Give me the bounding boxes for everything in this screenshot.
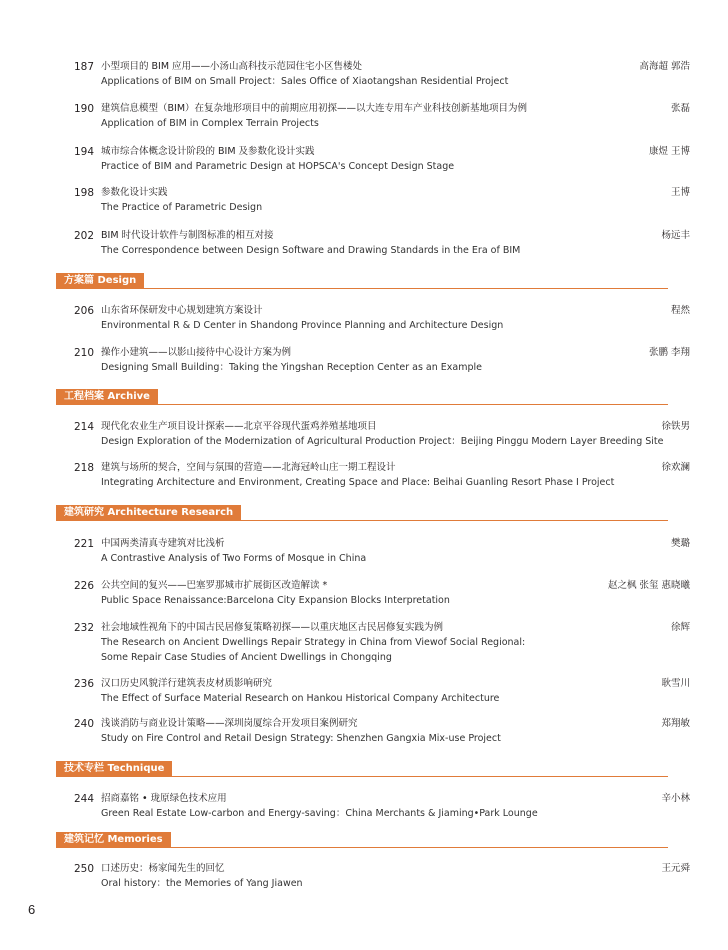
entry-page-number: 206 xyxy=(73,305,94,317)
section-divider xyxy=(56,847,668,848)
entry-page-number: 218 xyxy=(73,462,94,474)
entry-title-en: The Practice of Parametric Design xyxy=(101,202,263,213)
entry-title-en: Applications of BIM on Small Project：Sales Office of Xiaotangshan Residential Project xyxy=(101,76,509,87)
entry-title-zh: 山东省环保研发中心规划建筑方案设计 xyxy=(101,305,263,316)
entry-page-number: 236 xyxy=(73,678,94,690)
entry-author: 徐辉 xyxy=(670,622,690,633)
entry-title-en: Oral history：the Memories of Yang Jiawen xyxy=(101,878,303,889)
entry-title-en: Application of BIM in Complex Terrain Projects xyxy=(101,118,319,129)
entry-title-en: Integrating Architecture and Environment, Creating Space and Place: Beihai Guanling Resort Phase I Project xyxy=(101,477,615,488)
entry-title-en: Green Real Estate Low-carbon and Energy-saving：China Merchants & Jiaming•Park Lounge xyxy=(101,808,538,819)
entry-title-en: Practice of BIM and Parametric Design at HOPSCA's Concept Design Stage xyxy=(101,161,455,172)
entry-page-number: 226 xyxy=(73,580,94,592)
section-header-memories: 建筑记忆 Memories xyxy=(56,832,171,848)
entry-title-en: Some Repair Case Studies of Ancient Dwellings in Chongqing xyxy=(101,652,392,663)
entry-title-en: A Contrastive Analysis of Two Forms of Mosque in China xyxy=(101,553,367,564)
section-header-research: 建筑研究 Architecture Research xyxy=(56,505,241,521)
page-folio: 6 xyxy=(28,902,36,917)
entry-title-en: The Effect of Surface Material Research on Hankou Historical Company Architecture xyxy=(101,693,500,704)
section-divider xyxy=(56,288,668,289)
entry-title-zh: 城市综合体概念设计阶段的 BIM 及参数化设计实践 xyxy=(101,146,315,157)
entry-title-en: Public Space Renaissance:Barcelona City Expansion Blocks Interpretation xyxy=(101,595,450,606)
section-divider xyxy=(56,776,668,777)
entry-page-number: 187 xyxy=(73,61,94,73)
entry-author: 王博 xyxy=(670,187,690,198)
entry-page-number: 190 xyxy=(73,103,94,115)
entry-author: 张鹏 李翔 xyxy=(648,347,690,358)
section-divider xyxy=(56,404,668,405)
entry-title-en: The Research on Ancient Dwellings Repair Strategy in China from Viewof Social Regional: xyxy=(101,637,526,648)
entry-title-zh: 建筑与场所的契合，空间与氛围的营造——北海冠岭山庄一期工程设计 xyxy=(101,462,396,473)
entry-author: 高海超 郭浩 xyxy=(639,61,690,72)
entry-author: 耿雪川 xyxy=(661,678,690,689)
entry-title-zh: 社会地域性视角下的中国古民居修复策略初探——以重庆地区古民居修复实践为例 xyxy=(101,622,444,633)
entry-page-number: 214 xyxy=(73,421,94,433)
entry-page-number: 198 xyxy=(73,187,94,199)
entry-author: 杨远丰 xyxy=(661,230,690,241)
entry-author: 徐欢澜 xyxy=(661,462,690,473)
section-header-archive: 工程档案 Archive xyxy=(56,389,158,405)
entry-author: 郑翔敏 xyxy=(661,718,690,729)
entry-title-zh: 招商嘉铭 • 珑原绿色技术应用 xyxy=(101,793,227,804)
entry-author: 康煜 王博 xyxy=(648,146,690,157)
entry-page-number: 244 xyxy=(73,793,94,805)
entry-title-zh: 操作小建筑——以影山接待中心设计方案为例 xyxy=(101,347,292,358)
entry-author: 王元舜 xyxy=(661,863,690,874)
entry-title-en: Environmental R & D Center in Shandong Province Planning and Architecture Design xyxy=(101,320,504,331)
entry-title-zh: BIM 时代设计软件与制图标准的相互对接 xyxy=(101,230,274,241)
entry-title-zh: 现代化农业生产项目设计探索——北京平谷现代蛋鸡养殖基地项目 xyxy=(101,421,377,432)
entry-author: 赵之枫 张玺 惠晓曦 xyxy=(607,580,690,591)
entry-title-zh: 中国两类清真寺建筑对比浅析 xyxy=(101,538,225,549)
entry-author: 张磊 xyxy=(670,103,690,114)
entry-title-zh: 浅谈消防与商业设计策略——深圳岗厦综合开发项目案例研究 xyxy=(101,718,358,729)
section-header-technique: 技术专栏 Technique xyxy=(56,761,172,777)
entry-title-zh: 参数化设计实践 xyxy=(101,187,168,198)
entry-title-zh: 建筑信息模型（BIM）在复杂地形项目中的前期应用初探——以大连专用车产业科技创新基地项目为例 xyxy=(101,103,528,114)
entry-title-en: Study on Fire Control and Retail Design Strategy: Shenzhen Gangxia Mix-use Project xyxy=(101,733,501,744)
entry-author: 徐铁男 xyxy=(661,421,690,432)
entry-page-number: 250 xyxy=(73,863,94,875)
entry-author: 程然 xyxy=(670,305,690,316)
entry-author: 樊璐 xyxy=(670,538,690,549)
entry-page-number: 240 xyxy=(73,718,94,730)
section-header-design: 方案篇 Design xyxy=(56,273,144,289)
entry-title-zh: 口述历史：杨家闻先生的回忆 xyxy=(101,863,225,874)
entry-title-zh: 汉口历史风貌洋行建筑表皮材质影响研究 xyxy=(101,678,273,689)
entry-title-zh: 公共空间的复兴——巴塞罗那城市扩展街区改造解读 * xyxy=(101,580,328,591)
entry-title-en: Designing Small Building：Taking the Yingshan Reception Center as an Example xyxy=(101,362,483,373)
section-divider xyxy=(56,520,668,521)
entry-page-number: 210 xyxy=(73,347,94,359)
entry-title-zh: 小型项目的 BIM 应用——小汤山高科技示范园住宅小区售楼处 xyxy=(101,61,363,72)
entry-page-number: 202 xyxy=(73,230,94,242)
entry-title-en: Design Exploration of the Modernization of Agricultural Production Project：Beijing Pinggu Modern Layer Breeding Site xyxy=(101,436,664,447)
entry-page-number: 194 xyxy=(73,146,94,158)
entry-title-en: The Correspondence between Design Software and Drawing Standards in the Era of BIM xyxy=(101,245,521,256)
entry-page-number: 232 xyxy=(73,622,94,634)
entry-author: 辛小林 xyxy=(661,793,690,804)
entry-page-number: 221 xyxy=(73,538,94,550)
